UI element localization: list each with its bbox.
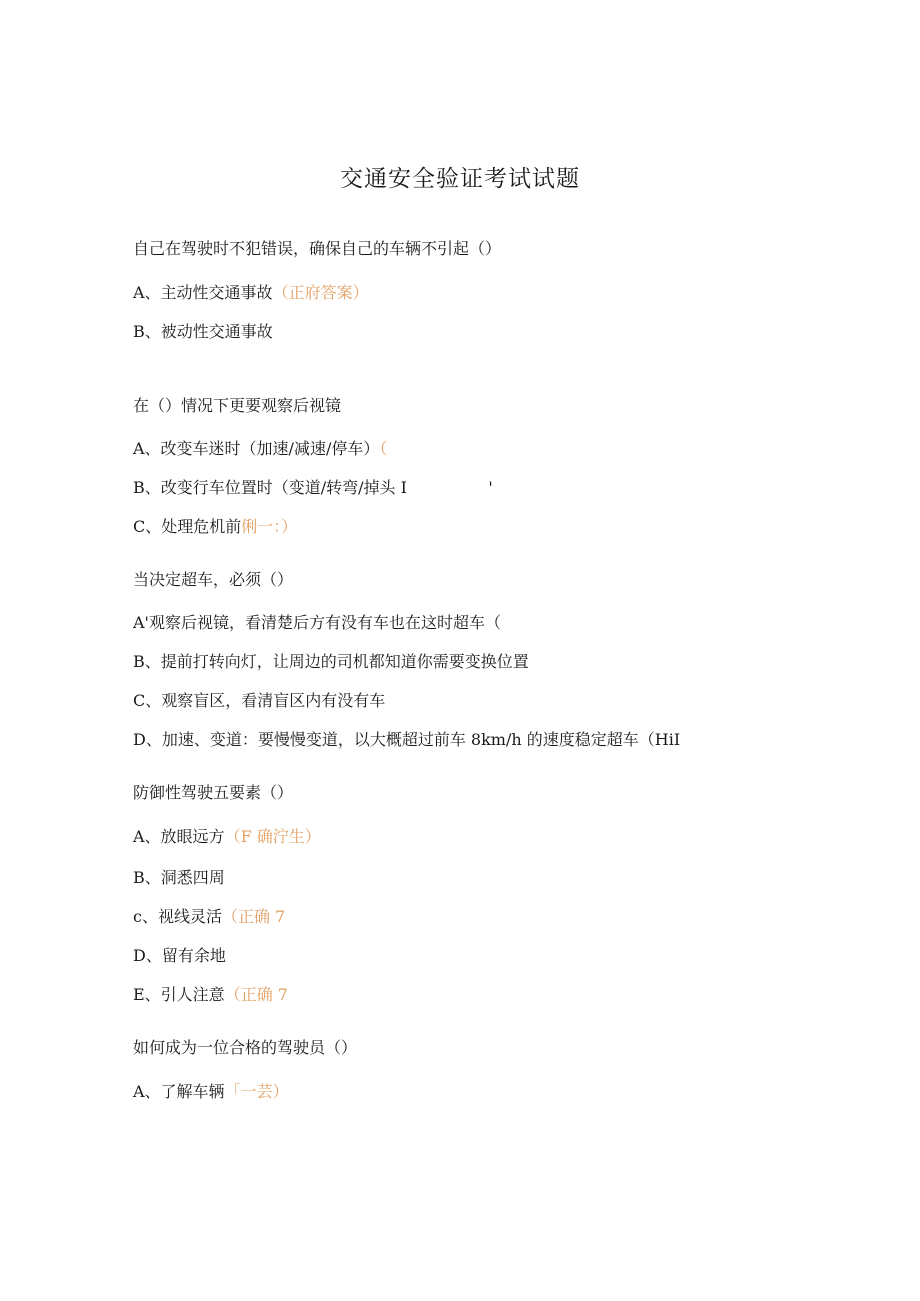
question-stem: 当决定超车，必须（） — [133, 570, 294, 589]
answer-mark: 俐一：） — [241, 517, 298, 536]
option-text: C、观察盲区，看清盲区内有没有车 — [133, 691, 386, 710]
option-text: A、主动性交通事故 — [133, 283, 273, 302]
answer-mark: 「一芸） — [224, 1082, 289, 1101]
option-line — [133, 516, 297, 538]
answer-mark: （ — [379, 439, 388, 458]
question-stem: 防御性驾驶五要素（） — [133, 783, 294, 802]
option-text: D、留有余地 — [133, 946, 226, 965]
option-text: A、放眼远方 — [133, 827, 225, 846]
option-line — [133, 477, 493, 499]
question-stem: 如何成为一位合格的驾驶员（） — [133, 1038, 358, 1057]
answer-mark: （正确 7 — [224, 985, 288, 1004]
option-text: A、了解车辆 — [133, 1082, 225, 1101]
option-text: C、处理危机前 — [133, 517, 242, 536]
option-line — [133, 1081, 289, 1103]
answer-mark: （正确 7 — [221, 907, 286, 926]
option-line — [133, 867, 225, 889]
answer-mark: （正府答案） — [272, 283, 369, 302]
option-line — [133, 906, 285, 928]
option-line — [133, 984, 288, 1006]
option-text: A、改变车迷时（加速/减速/停车） — [133, 439, 380, 458]
option-line — [133, 945, 226, 967]
option-line — [133, 438, 387, 460]
option-line — [133, 729, 680, 751]
option-text: E、引人注意 — [133, 985, 225, 1004]
option-text: D、加速、变道：要慢慢变道，以大概超过前车 8km∕h 的速度稳定超车（HiI — [133, 730, 681, 749]
option-text: B、洞悉四周 — [133, 868, 225, 887]
option-text: c、视线灵活 — [133, 907, 222, 926]
answer-mark: （F 确泞生） — [224, 827, 321, 846]
option-line — [133, 651, 529, 673]
option-line — [133, 826, 321, 848]
option-text: B、被动性交通事故 — [133, 322, 273, 341]
option-text: A'观察后视镜，看清楚后方有没有车也在这时超车（ — [133, 613, 501, 632]
option-line — [133, 321, 273, 343]
option-text: B、提前打转向灯，让周边的司机都知道你需要变换位置 — [133, 652, 529, 671]
question-stem: 自己在驾驶时不犯错误，确保自己的车辆不引起（） — [133, 239, 502, 258]
page-title: 交通安全验证考试试题 — [340, 166, 580, 192]
question-stem: 在（）情况下更要观察后视镜 — [133, 396, 342, 415]
option-text: B、改变行车位置时（变道/转弯/掉头 I ' — [133, 478, 493, 497]
option-line — [133, 690, 385, 712]
option-line — [133, 282, 369, 304]
option-line — [133, 612, 501, 634]
